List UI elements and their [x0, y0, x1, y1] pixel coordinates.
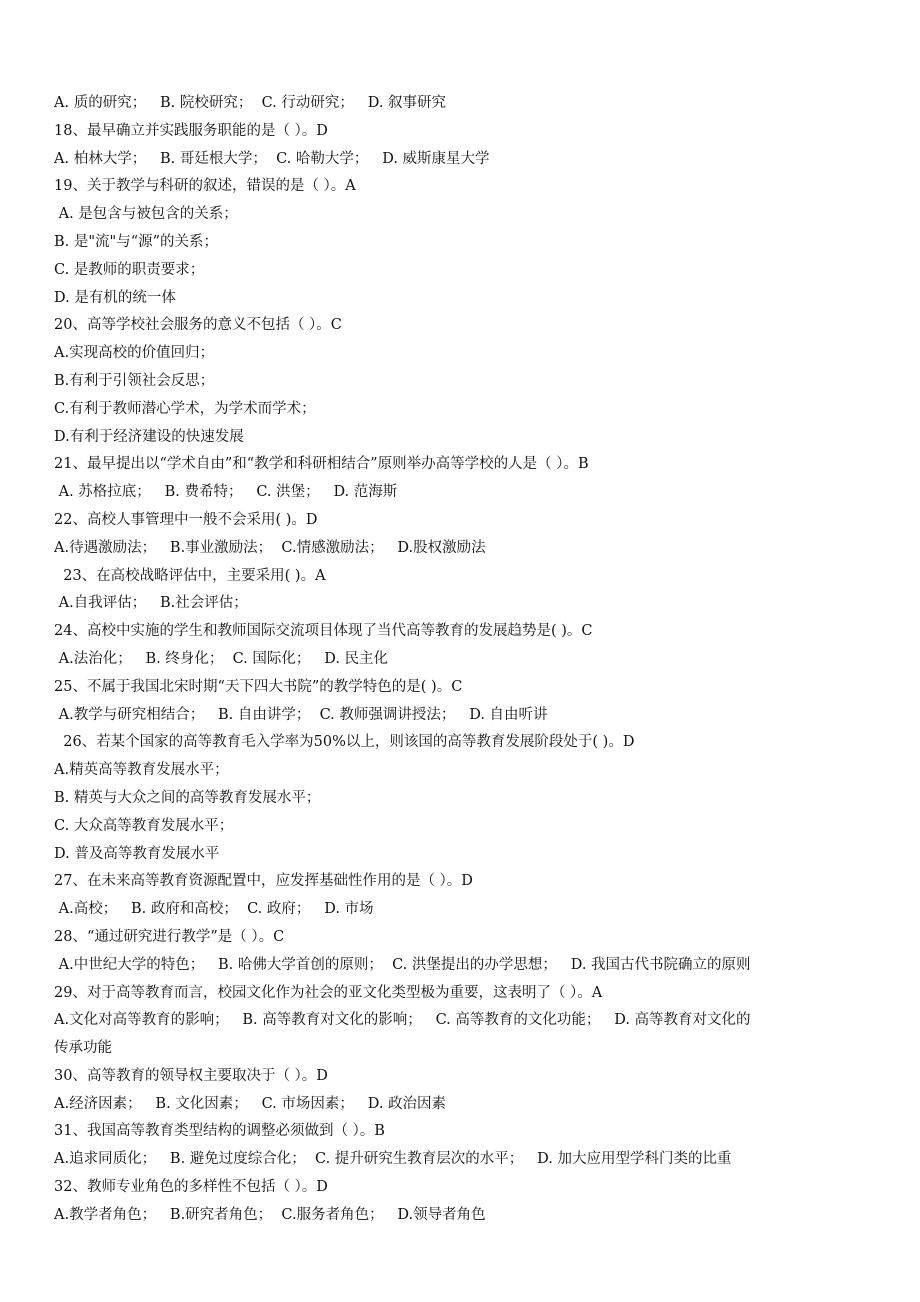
option-line: C. 大众高等教育发展水平；: [54, 817, 234, 834]
option-line: D. 普及高等教育发展水平: [54, 845, 220, 862]
option-line: A.追求同质化； B. 避免过度综合化； C. 提升研究生教育层次的水平； D. 加大应用型学科门类的比重: [54, 1151, 732, 1168]
question-18: 18、最早确立并实践服务职能的是（ ）。D: [54, 122, 328, 139]
option-line: A.中世纪大学的特色； B. 哈佛大学首创的原则； C. 洪堡提出的办学思想； D. 我国古代书院确立的原则: [54, 956, 751, 973]
question-23: 23、在高校战略评估中，主要采用( )。A: [54, 567, 326, 584]
option-line: A.高校； B. 政府和高校； C. 政府； D. 市场: [54, 901, 374, 918]
question-25: 25、不属于我国北宋时期“天下四大书院”的教学特色的是( )。C: [54, 678, 463, 695]
question-24: 24、高校中实施的学生和教师国际交流项目体现了当代高等教育的发展趋势是( )。C: [54, 623, 593, 640]
question-32: 32、教师专业角色的多样性不包括（ ）。D: [54, 1179, 328, 1196]
question-31: 31、我国高等教育类型结构的调整必须做到（ ）。B: [54, 1123, 385, 1140]
question-30: 30、高等教育的领导权主要取决于（ ）。D: [54, 1067, 328, 1084]
document-body: [54, 90, 854, 1230]
option-line: A.教学者角色； B.研究者角色； C.服务者角色； D.领导者角色: [54, 1206, 486, 1223]
question-26: 26、若某个国家的高等教育毛入学率为50%以上，则该国的高等教育发展阶段处于( )。D: [54, 734, 635, 751]
option-line: A. 是包含与被包含的关系；: [54, 206, 238, 223]
option-line: B. 精英与大众之间的高等教育发展水平；: [54, 789, 321, 806]
option-line: C. 是教师的职责要求；: [54, 261, 205, 278]
option-line: D. 是有机的统一体: [54, 289, 176, 306]
option-line: A. 苏格拉底； B. 费希特； C. 洪堡； D. 范海斯: [54, 484, 398, 501]
question-27: 27、在未来高等教育资源配置中，应发挥基础性作用的是（ ）。D: [54, 873, 473, 890]
option-line: A.实现高校的价值回归；: [54, 345, 215, 362]
option-line: A.精英高等教育发展水平；: [54, 762, 229, 779]
option-line: A.自我评估； B.社会评估；: [54, 595, 248, 612]
option-line: A.法治化； B. 终身化； C. 国际化； D. 民主化: [54, 650, 389, 667]
option-line: B. 是"流"与“源”的关系；: [54, 233, 219, 250]
option-line: A.文化对高等教育的影响； B. 高等教育对文化的影响； C. 高等教育的文化功能； D. 高等教育对文化的: [54, 1012, 751, 1029]
option-line: A.教学与研究相结合； B. 自由讲学； C. 教师强调讲授法； D. 自由听讲: [54, 706, 548, 723]
text-line: A. 质的研究； B. 院校研究； C. 行动研究； D. 叙事研究: [54, 95, 447, 111]
option-line: A.待遇激励法； B.事业激励法； C.情感激励法； D.股权激励法: [54, 539, 486, 556]
question-22: 22、高校人事管理中一般不会采用( )。D: [54, 511, 318, 528]
question-21: 21、最早提出以“学术自由”和“教学和科研相结合”原则举办高等学校的人是（ ）。B: [54, 456, 589, 473]
option-line: B.有利于引领社会反思；: [54, 372, 215, 389]
option-line: A.经济因素； B. 文化因素； C. 市场因素； D. 政治因素: [54, 1095, 447, 1112]
text-line: A. 柏林大学； B. 哥廷根大学； C. 哈勒大学； D. 威斯康星大学: [54, 150, 490, 167]
question-29: 29、对于高等教育而言，校园文化作为社会的亚文化类型极为重要，这表明了（ ）。A: [54, 984, 603, 1001]
option-line: D.有利于经济建设的快速发展: [54, 428, 244, 445]
question-20: 20、高等学校社会服务的意义不包括（ ）。C: [54, 317, 342, 334]
option-line-continued: 传承功能: [54, 1040, 112, 1057]
option-line: C.有利于教师潜心学术，为学术而学术；: [54, 400, 316, 417]
question-28: 28、“通过研究进行教学”是（ ）。C: [54, 928, 285, 945]
question-19: 19、关于教学与科研的叙述，错误的是（ ）。A: [54, 178, 356, 195]
